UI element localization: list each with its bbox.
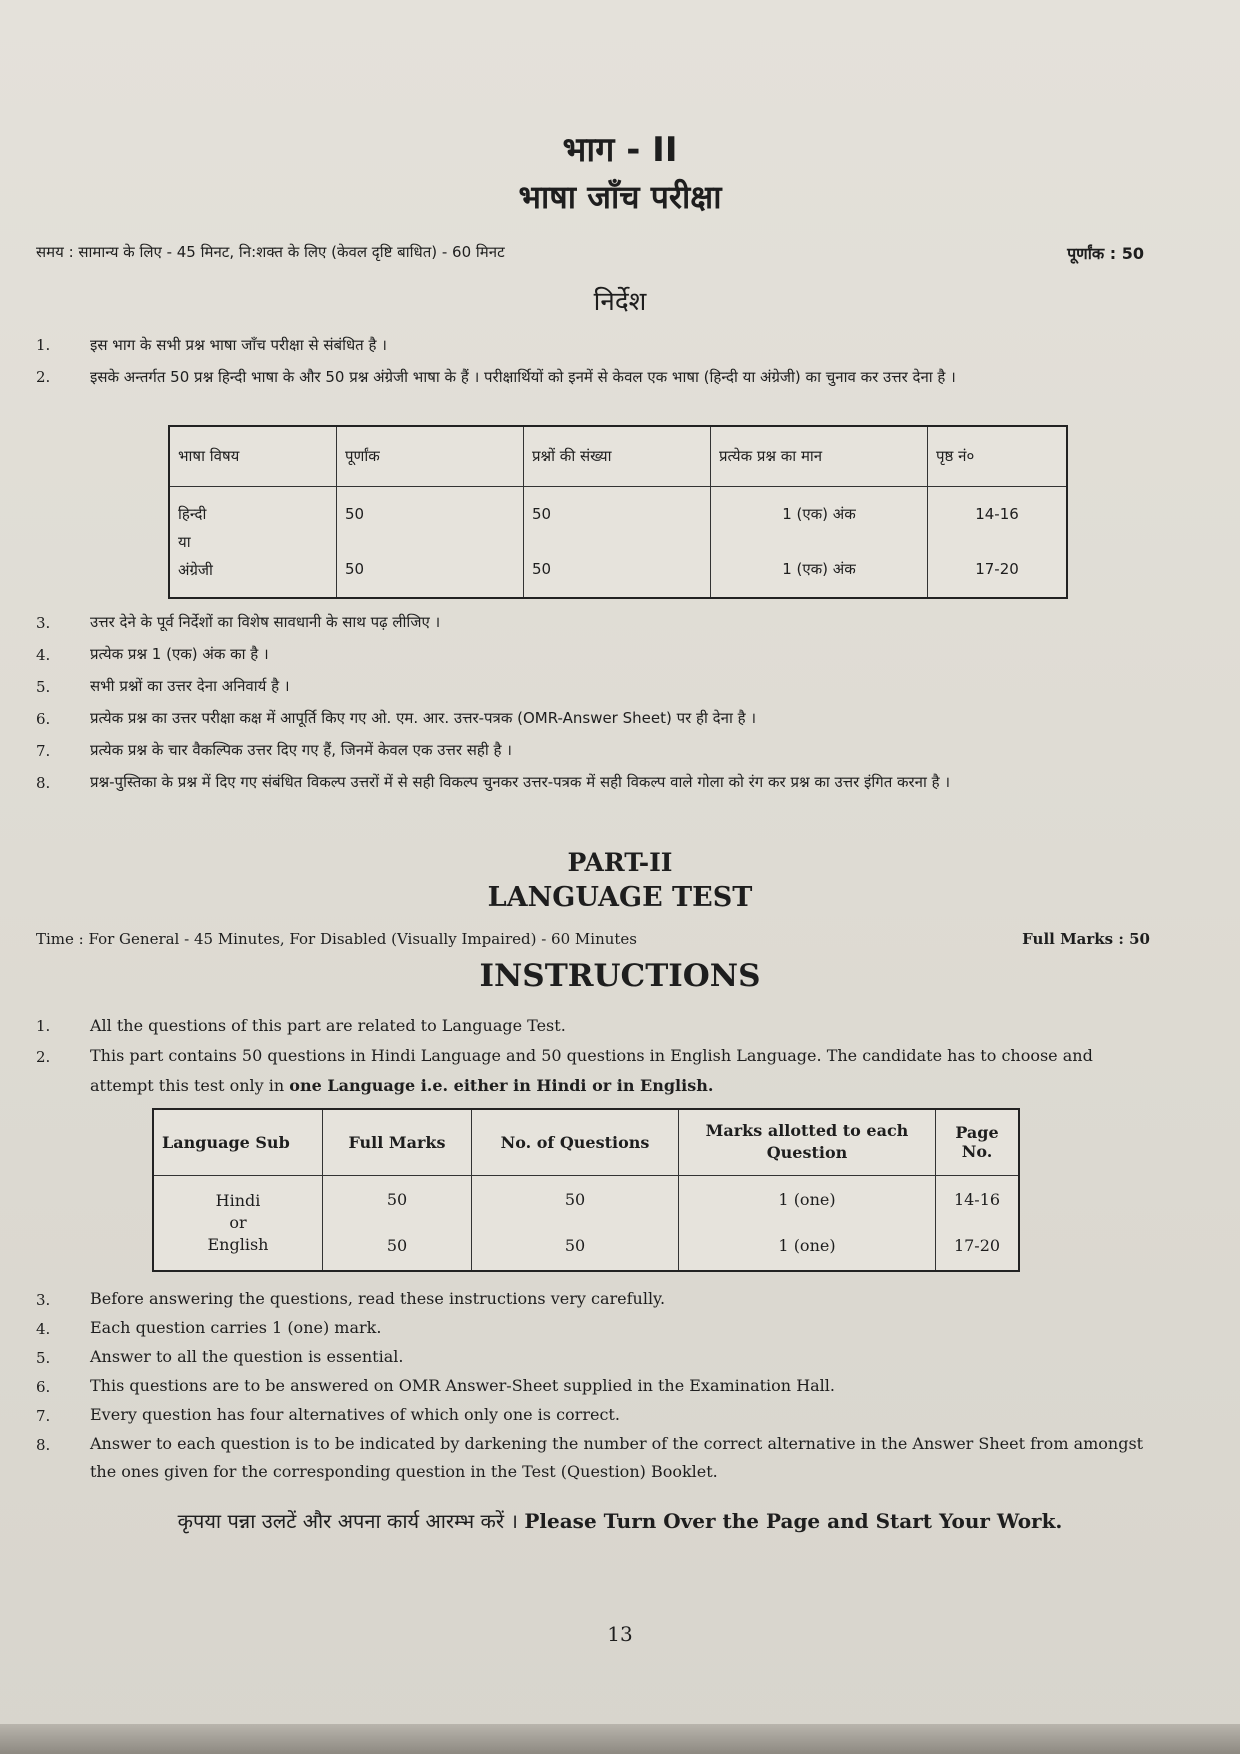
full-marks-cell	[323, 1175, 472, 1271]
page-number-cell	[928, 486, 1068, 598]
turn-over-hindi: कृपया पन्ना उलटें और अपना कार्य आरम्भ करें ।	[177, 1509, 518, 1533]
english-item-number: 7.	[36, 1407, 51, 1425]
language-hindi: Hindi	[215, 1190, 261, 1210]
english-instructions-heading: INSTRUCTIONS	[479, 958, 761, 994]
cell-value: 50	[532, 559, 552, 578]
hindi-item-text: इस भाग के सभी प्रश्न भाषा जाँच परीक्षा से संबंधित है ।	[90, 336, 387, 354]
hindi-item-text: इसके अन्तर्गत 50 प्रश्न हिन्दी भाषा के और 50 प्रश्न अंग्रेजी भाषा के हैं । परीक्षार्थियों को इनमें से केवल एक भाषा (हिन्दी या अंग्रेजी) का चुनाव कर उत्तर देना है ।	[90, 368, 956, 386]
english-part-heading: PART-II	[567, 848, 673, 877]
turn-over-english: Please Turn Over the Page and Start Your Work.	[524, 1509, 1063, 1533]
hindi-title: भाषा जाँच परीक्षा	[518, 178, 722, 216]
cell-value: 1 (एक) अंक	[782, 504, 856, 523]
hindi-item-text: उत्तर देने के पूर्व निर्देशों का विशेष सावधानी के साथ पढ़ लीजिए ।	[90, 613, 441, 631]
language-cell	[153, 1175, 323, 1271]
scan-edge	[0, 1724, 1240, 1754]
english-item-number: 2.	[36, 1048, 51, 1066]
hindi-item-number: 7.	[36, 742, 51, 760]
english-item-text: Answer to all the question is essential.	[90, 1347, 404, 1366]
table-header: Marks allotted to each Question	[679, 1109, 936, 1175]
cell-value: 1 (one)	[778, 1189, 836, 1209]
cell-value: 1 (एक) अंक	[782, 559, 856, 578]
hindi-item-number: 6.	[36, 710, 51, 728]
hindi-item-number: 8.	[36, 774, 51, 792]
english-title: LANGUAGE TEST	[487, 882, 753, 913]
english-item-number: 4.	[36, 1320, 51, 1338]
hindi-item-text: प्रत्येक प्रश्न 1 (एक) अंक का है ।	[90, 645, 269, 663]
language-hindi: हिन्दी	[178, 504, 207, 523]
cell-value: 1 (one)	[778, 1235, 836, 1255]
hindi-item-text: प्रत्येक प्रश्न का उत्तर परीक्षा कक्ष में आपूर्ति किए गए ओ. एम. आर. उत्तर-पत्रक (OMR-Answer Sheet) पर ही देना है ।	[90, 709, 757, 727]
question-count-cell	[472, 1175, 679, 1271]
table-header: No. of Questions	[472, 1109, 679, 1175]
marks-each-cell	[679, 1175, 936, 1271]
english-item-number: 5.	[36, 1349, 51, 1367]
hindi-marks-table	[168, 425, 1068, 599]
hindi-item-text: प्रत्येक प्रश्न के चार वैकल्पिक उत्तर दिए गए हैं, जिनमें केवल एक उत्तर सही है ।	[90, 741, 512, 759]
hindi-time: समय : सामान्य के लिए - 45 मिनट, नि:शक्त के लिए (केवल दृष्टि बाधित) - 60 मिनट	[36, 243, 505, 261]
hindi-part-heading: भाग - II	[562, 130, 678, 170]
cell-value: 14-16	[953, 1189, 1001, 1209]
hindi-full-marks: पूर्णांक : 50	[1067, 244, 1144, 263]
hindi-item-number: 5.	[36, 678, 51, 696]
english-full-marks: Full Marks : 50	[1022, 930, 1150, 948]
table-header: प्रश्नों की संख्या	[524, 426, 711, 486]
english-marks-table	[152, 1108, 1020, 1272]
english-item-text: Each question carries 1 (one) mark.	[90, 1318, 382, 1337]
table-header: Full Marks	[323, 1109, 472, 1175]
hindi-item-number: 1.	[36, 336, 51, 354]
turn-over-note	[0, 1507, 1240, 1534]
english-item-text	[90, 1041, 1150, 1101]
cell-value: 50	[386, 1189, 408, 1209]
language-or: या	[178, 532, 191, 551]
cell-value: 17-20	[975, 559, 1019, 578]
english-item-text: Every question has four alternatives of which only one is correct.	[90, 1405, 620, 1424]
table-header: प्रत्येक प्रश्न का मान	[711, 426, 928, 486]
table-header: पृष्ठ नं०	[928, 426, 1068, 486]
table-header: पूर्णांक	[337, 426, 524, 486]
language-cell	[169, 486, 337, 598]
english-item-number: 1.	[36, 1017, 51, 1035]
cell-value: 50	[345, 559, 365, 578]
cell-value: 50	[564, 1235, 586, 1255]
cell-value: 50	[345, 504, 365, 523]
cell-value: 50	[532, 504, 552, 523]
hindi-item-text: प्रश्न-पुस्तिका के प्रश्न में दिए गए संबंधित विकल्प उत्तरों में से सही विकल्प चुनकर उत्तर-पत्रक में सही विकल्प वाले गोला को रंग कर प्रश्न का उत्तर इंगित करना है ।	[90, 773, 951, 791]
page-number: 13	[607, 1622, 633, 1646]
cell-value: 14-16	[975, 504, 1019, 523]
english-item-text: Answer to each question is to be indicated by darkening the number of the correct alternative in the Answer Sheet from amongst the ones given for the corresponding question in the Test (Question) Booklet.	[90, 1434, 1144, 1481]
table-header: Page No.	[936, 1109, 1020, 1175]
hindi-instructions-heading: निर्देश	[593, 287, 647, 317]
english-item-number: 8.	[36, 1436, 51, 1454]
hindi-item-number: 2.	[36, 368, 51, 386]
english-item-number: 3.	[36, 1291, 51, 1309]
hindi-item-text: सभी प्रश्नों का उत्तर देना अनिवार्य है ।	[90, 677, 290, 695]
table-header: Language Sub	[153, 1109, 323, 1175]
item-2-plain: This part contains 50 questions in Hindi Language and 50 questions in English Language. The candidate has to choose and attempt this test only in	[90, 1046, 1093, 1095]
english-item-text: This questions are to be answered on OMR Answer-Sheet supplied in the Examination Hall.	[90, 1376, 835, 1395]
cell-value: 17-20	[953, 1235, 1001, 1255]
page-number-cell	[936, 1175, 1020, 1271]
language-english: English	[207, 1234, 269, 1254]
marks-each-cell	[711, 486, 928, 598]
cell-value: 50	[564, 1189, 586, 1209]
full-marks-cell	[337, 486, 524, 598]
english-item-text: Before answering the questions, read these instructions very carefully.	[90, 1289, 666, 1308]
hindi-item-number: 4.	[36, 646, 51, 664]
english-item-number: 6.	[36, 1378, 51, 1396]
item-2-bold: one Language i.e. either in Hindi or in English.	[289, 1076, 714, 1095]
table-header: भाषा विषय	[169, 426, 337, 486]
english-time: Time : For General - 45 Minutes, For Disabled (Visually Impaired) - 60 Minutes	[36, 930, 637, 948]
language-english: अंग्रेजी	[178, 560, 213, 579]
question-count-cell	[524, 486, 711, 598]
language-or: or	[229, 1212, 247, 1232]
cell-value: 50	[386, 1235, 408, 1255]
english-item-text: All the questions of this part are related to Language Test.	[90, 1016, 566, 1035]
hindi-item-number: 3.	[36, 614, 51, 632]
